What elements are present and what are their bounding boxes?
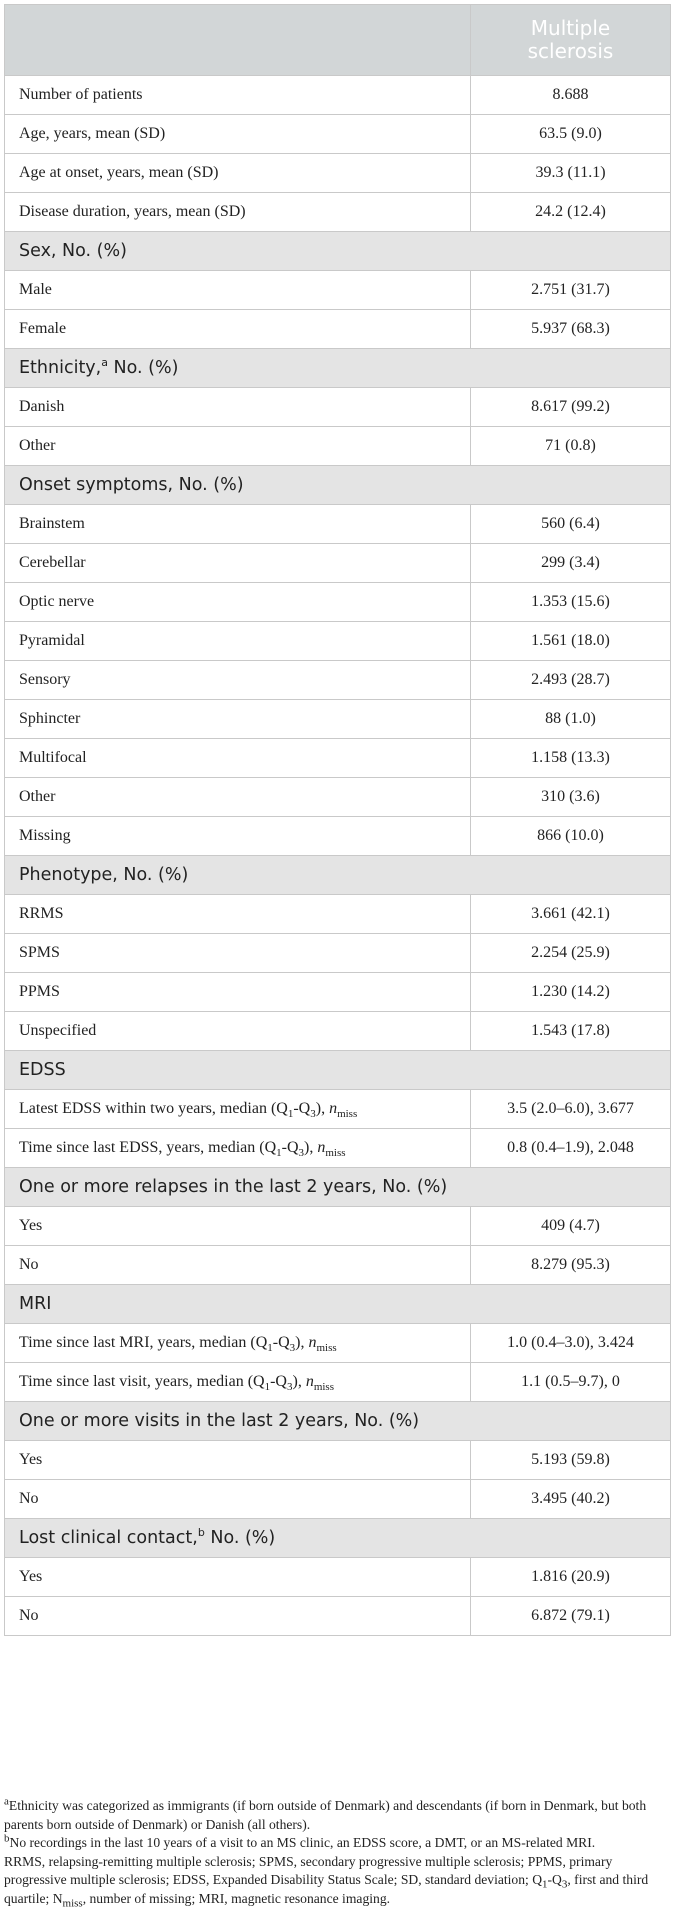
row-label-text: No [19, 1256, 39, 1273]
section-title [5, 1519, 671, 1558]
table-row [5, 1441, 671, 1480]
label-fragment: ), [315, 1100, 330, 1117]
row-value: 310 (3.6) [471, 778, 671, 817]
section-label: Lost clinical contact, [19, 1528, 198, 1548]
table-row [5, 1090, 671, 1129]
label-fragment: 3 [286, 1381, 293, 1394]
label-fragment: ), [292, 1373, 306, 1390]
row-label [5, 934, 471, 973]
table-row [5, 1363, 671, 1402]
table-row [5, 388, 671, 427]
abbr-part: RRMS, relapsing-remitting multiple sclerosis; SPMS, secondary progressive multiple sclerosis; PPMS, primary progressive multiple sclerosis; EDSS, Expanded Disability Status Scale; SD, standard deviation; Q [4, 1853, 613, 1887]
row-label [5, 193, 471, 232]
row-label-text: Yes [19, 1451, 43, 1468]
table-row [5, 583, 671, 622]
row-label [5, 1090, 471, 1129]
table-row [5, 1558, 671, 1597]
row-value: 2.493 (28.7) [471, 661, 671, 700]
row-value: 1.158 (13.3) [471, 739, 671, 778]
row-label-text: Male [19, 281, 52, 298]
section-header-row [5, 349, 671, 388]
row-label-text: No [19, 1490, 39, 1507]
row-value: 1.561 (18.0) [471, 622, 671, 661]
row-value: 39.3 (11.1) [471, 154, 671, 193]
row-value: 5.937 (68.3) [471, 310, 671, 349]
table-row [5, 1012, 671, 1051]
row-label [5, 115, 471, 154]
table-row [5, 271, 671, 310]
label-fragment: 3 [298, 1147, 305, 1160]
header-ms-column: Multiple sclerosis [471, 5, 671, 76]
row-value: 5.193 (59.8) [471, 1441, 671, 1480]
label-fragment: n [329, 1100, 338, 1117]
row-label-text: Unspecified [19, 1022, 97, 1039]
footnote-a-mark: a [4, 1795, 9, 1808]
row-label [5, 1441, 471, 1480]
footnote-b [4, 1834, 670, 1853]
table-row [5, 622, 671, 661]
label-fragment: 1 [276, 1147, 282, 1160]
label-fragment: ), [295, 1334, 309, 1351]
label-fragment: n [308, 1334, 317, 1351]
row-label-text: RRMS [19, 905, 64, 922]
table-row [5, 310, 671, 349]
row-label-text: Female [19, 320, 67, 337]
table-row [5, 115, 671, 154]
section-title [5, 856, 671, 895]
section-label-tail: No. (%) [107, 358, 179, 378]
row-label [5, 505, 471, 544]
row-value: 8.617 (99.2) [471, 388, 671, 427]
abbr-part: -Q [547, 1872, 562, 1887]
row-value: 3.5 (2.0–6.0), 3.677 [471, 1090, 671, 1129]
row-value: 8.279 (95.3) [471, 1246, 671, 1285]
row-value: 3.495 (40.2) [471, 1480, 671, 1519]
row-label [5, 622, 471, 661]
table-row [5, 1480, 671, 1519]
label-fragment: 3 [289, 1342, 296, 1355]
footnote-ref: a [101, 356, 108, 370]
label-fragment: miss [316, 1342, 337, 1355]
label-fragment: n [317, 1139, 326, 1156]
table-row [5, 76, 671, 115]
footnote-b-mark: b [4, 1832, 10, 1845]
row-value: 2.254 (25.9) [471, 934, 671, 973]
row-value: 1.1 (0.5–9.7), 0 [471, 1363, 671, 1402]
row-label-text: Sphincter [19, 710, 81, 727]
row-value: 71 (0.8) [471, 427, 671, 466]
section-header-row [5, 232, 671, 271]
abbr-sub: 3 [561, 1878, 568, 1891]
row-label-text: Missing [19, 827, 71, 844]
row-label [5, 388, 471, 427]
row-label [5, 1558, 471, 1597]
row-label-text: Pyramidal [19, 632, 85, 649]
row-label [5, 778, 471, 817]
section-label: Ethnicity, [19, 358, 102, 378]
row-label-text: Cerebellar [19, 554, 86, 571]
table-header [5, 5, 671, 76]
table-row [5, 1129, 671, 1168]
row-label-text: Age at onset, years, mean (SD) [19, 164, 219, 181]
row-label-text: Latest EDSS within two years, median (Q [19, 1100, 288, 1117]
row-label-text: Multifocal [19, 749, 87, 766]
abbr-sub: 1 [542, 1878, 548, 1891]
footnote-ref: b [197, 1526, 205, 1540]
row-label-text: Time since last visit, years, median (Q [19, 1373, 265, 1390]
section-header-row [5, 1285, 671, 1324]
section-header-row [5, 1168, 671, 1207]
label-fragment: n [305, 1373, 314, 1390]
table-row [5, 817, 671, 856]
table-row [5, 1324, 671, 1363]
label-fragment: 3 [310, 1108, 316, 1121]
row-label [5, 739, 471, 778]
table-row [5, 895, 671, 934]
label-fragment: -Q [270, 1373, 287, 1390]
row-value: 63.5 (9.0) [471, 115, 671, 154]
row-label-text: Yes [19, 1568, 43, 1585]
row-label [5, 1480, 471, 1519]
row-label-text: Yes [19, 1217, 43, 1234]
label-fragment: miss [313, 1381, 334, 1394]
table-row [5, 154, 671, 193]
section-header-row [5, 1051, 671, 1090]
section-label-tail: No. (%) [204, 1528, 276, 1548]
row-value: 24.2 (12.4) [471, 193, 671, 232]
row-value: 3.661 (42.1) [471, 895, 671, 934]
footnote-a [4, 1797, 670, 1834]
row-label [5, 1324, 471, 1363]
row-value: 1.0 (0.4–3.0), 3.424 [471, 1324, 671, 1363]
table-row [5, 193, 671, 232]
patient-characteristics-table [4, 4, 671, 1636]
row-label [5, 1012, 471, 1051]
section-header-row [5, 1402, 671, 1441]
section-title [5, 1051, 671, 1090]
section-label: One or more visits in the last 2 years, No. (%) [19, 1411, 420, 1431]
row-label-text: SPMS [19, 944, 60, 961]
row-label [5, 1597, 471, 1636]
table-row [5, 778, 671, 817]
row-value: 560 (6.4) [471, 505, 671, 544]
row-label [5, 310, 471, 349]
label-fragment: 1 [287, 1108, 294, 1121]
label-fragment: -Q [272, 1334, 290, 1351]
row-label [5, 661, 471, 700]
table-row [5, 700, 671, 739]
footnotes [4, 1797, 670, 1908]
row-label-text: PPMS [19, 983, 60, 1000]
label-fragment: -Q [281, 1139, 299, 1156]
table-row [5, 505, 671, 544]
abbr-part: , number of missing; MRI, magnetic resonance imaging. [82, 1890, 391, 1906]
row-label-text: Sensory [19, 671, 71, 688]
row-label-text: Time since last EDSS, years, median (Q [19, 1139, 277, 1156]
row-label [5, 271, 471, 310]
footnote-a-text: Ethnicity was categorized as immigrants (if born outside of Denmark) and descendants (if born in Denmark, but both parents born outside of Denmark) or Danish (all others). [4, 1798, 647, 1832]
section-title [5, 349, 671, 388]
label-fragment: miss [337, 1108, 358, 1121]
row-label [5, 1246, 471, 1285]
abbreviations [4, 1853, 670, 1909]
section-title [5, 1402, 671, 1441]
row-value: 409 (4.7) [471, 1207, 671, 1246]
table-row [5, 934, 671, 973]
section-label: One or more relapses in the last 2 years, No. (%) [19, 1177, 448, 1197]
row-label-text: Other [19, 788, 56, 805]
row-label [5, 76, 471, 115]
section-title [5, 1285, 671, 1324]
row-value: 2.751 (31.7) [471, 271, 671, 310]
row-label-text: Other [19, 437, 56, 454]
section-label: MRI [19, 1294, 52, 1314]
label-fragment: miss [325, 1147, 346, 1160]
row-value: 299 (3.4) [471, 544, 671, 583]
row-value: 1.353 (15.6) [471, 583, 671, 622]
row-value: 0.8 (0.4–1.9), 2.048 [471, 1129, 671, 1168]
table-row [5, 1597, 671, 1636]
row-value: 1.230 (14.2) [471, 973, 671, 1012]
section-label: Sex, No. (%) [19, 241, 127, 261]
header-empty-cell [5, 5, 471, 76]
table-body [5, 76, 671, 1636]
row-label [5, 895, 471, 934]
section-header-row [5, 1519, 671, 1558]
section-title [5, 466, 671, 505]
row-label [5, 583, 471, 622]
table-row [5, 661, 671, 700]
row-label [5, 817, 471, 856]
row-label-text: Brainstem [19, 515, 85, 532]
table-row [5, 544, 671, 583]
table-row [5, 1246, 671, 1285]
section-title [5, 232, 671, 271]
section-label: Phenotype, No. (%) [19, 865, 189, 885]
row-label-text: Age, years, mean (SD) [19, 125, 166, 142]
label-fragment: 1 [267, 1342, 273, 1355]
row-label-text: No [19, 1607, 39, 1624]
row-label-text: Disease duration, years, mean (SD) [19, 203, 246, 220]
label-fragment: ), [304, 1139, 318, 1156]
row-label [5, 544, 471, 583]
label-fragment: -Q [293, 1100, 311, 1117]
row-label [5, 700, 471, 739]
abbr-sub: miss [62, 1897, 83, 1909]
row-label-text: Optic nerve [19, 593, 95, 610]
row-label-text: Number of patients [19, 86, 143, 103]
row-value: 1.816 (20.9) [471, 1558, 671, 1597]
row-label [5, 1129, 471, 1168]
footnote-b-text: No recordings in the last 10 years of a visit to an MS clinic, an EDSS score, a DMT, or an MS-related MRI. [9, 1835, 596, 1850]
row-value: 1.543 (17.8) [471, 1012, 671, 1051]
table-row [5, 973, 671, 1012]
table-row [5, 427, 671, 466]
row-label [5, 1363, 471, 1402]
row-label-text: Time since last MRI, years, median (Q [19, 1334, 268, 1351]
row-label [5, 427, 471, 466]
row-value: 6.872 (79.1) [471, 1597, 671, 1636]
row-label [5, 1207, 471, 1246]
table-row [5, 1207, 671, 1246]
section-header-row [5, 466, 671, 505]
row-value: 88 (1.0) [471, 700, 671, 739]
table-container [4, 4, 670, 1636]
section-label: Onset symptoms, No. (%) [19, 475, 244, 495]
abbr-part: , first and third quartile; N [4, 1872, 649, 1906]
row-label-text: Danish [19, 398, 65, 415]
label-fragment: 1 [264, 1381, 271, 1394]
row-label [5, 154, 471, 193]
row-value: 866 (10.0) [471, 817, 671, 856]
row-label [5, 973, 471, 1012]
row-value: 8.688 [471, 76, 671, 115]
table-row [5, 739, 671, 778]
section-header-row [5, 856, 671, 895]
section-label: EDSS [19, 1060, 66, 1080]
section-title [5, 1168, 671, 1207]
